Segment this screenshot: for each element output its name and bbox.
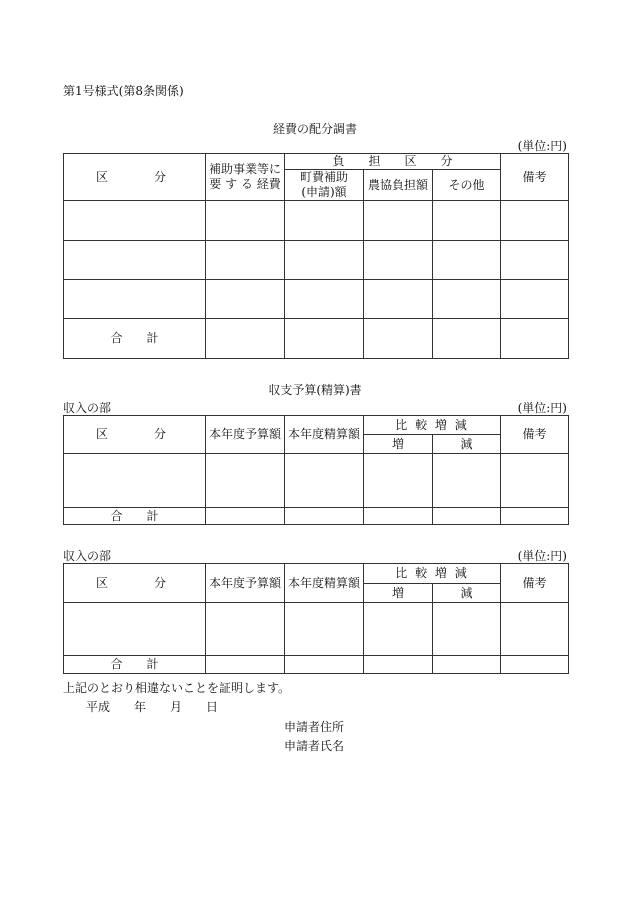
income-unit: (単位:円) [517, 549, 567, 563]
income-table-2 [63, 563, 569, 674]
table-row [64, 241, 569, 280]
expense-allocation-table [63, 153, 569, 359]
header-burden-group: 負 担 区 分 [285, 154, 501, 170]
header-category: 区 分 [64, 416, 206, 454]
applicant-name-label: 申請者氏名 [284, 739, 345, 753]
header-settlement: 本年度精算額 [285, 416, 364, 454]
total-label: 合 計 [64, 319, 206, 359]
header-budget: 本年度予算額 [206, 564, 285, 603]
header-cost: 補助事業等に 要 す る 経費 [206, 154, 285, 201]
income-section-label: 収入の部 [63, 401, 112, 415]
header-increase: 増 [364, 435, 433, 454]
total-row [64, 508, 569, 525]
header-remarks: 備考 [501, 416, 569, 454]
form-number: 第1号様式(第8条関係) [63, 84, 184, 98]
header-compare-group: 比 較 増 減 [364, 416, 501, 435]
certification-text: 上記のとおり相違ないことを証明します。 [63, 681, 291, 695]
header-compare-group: 比 較 増 減 [364, 564, 501, 584]
table-row [64, 201, 569, 241]
header-remarks: 備考 [501, 564, 569, 603]
header-remarks: 備考 [501, 154, 569, 201]
table-row [64, 454, 569, 508]
header-town-subsidy: 町費補助 (申請)額 [285, 170, 364, 201]
header-settlement: 本年度精算額 [285, 564, 364, 603]
income-unit: (単位:円) [517, 401, 567, 415]
section1-unit: (単位:円) [517, 139, 567, 153]
table-row [64, 603, 569, 656]
total-label: 合 計 [64, 656, 206, 674]
header-decrease: 減 [433, 435, 501, 454]
header-increase: 増 [364, 584, 433, 603]
date-line: 平成 年 月 日 [86, 700, 219, 714]
total-label: 合 計 [64, 508, 206, 525]
section2-title: 収支予算(精算)書 [268, 383, 362, 397]
header-other: その他 [433, 170, 501, 201]
applicant-address-label: 申請者住所 [284, 720, 345, 734]
header-coop-burden: 農協負担額 [364, 170, 433, 201]
total-row [64, 319, 569, 359]
table-row [64, 280, 569, 319]
header-budget: 本年度予算額 [206, 416, 285, 454]
income-table-1 [63, 415, 569, 525]
section1-title: 経費の配分調書 [272, 122, 357, 136]
header-decrease: 減 [433, 584, 501, 603]
income-section-label: 収入の部 [63, 549, 112, 563]
total-row [64, 656, 569, 674]
header-category: 区 分 [64, 564, 206, 603]
header-category: 区 分 [64, 154, 206, 201]
